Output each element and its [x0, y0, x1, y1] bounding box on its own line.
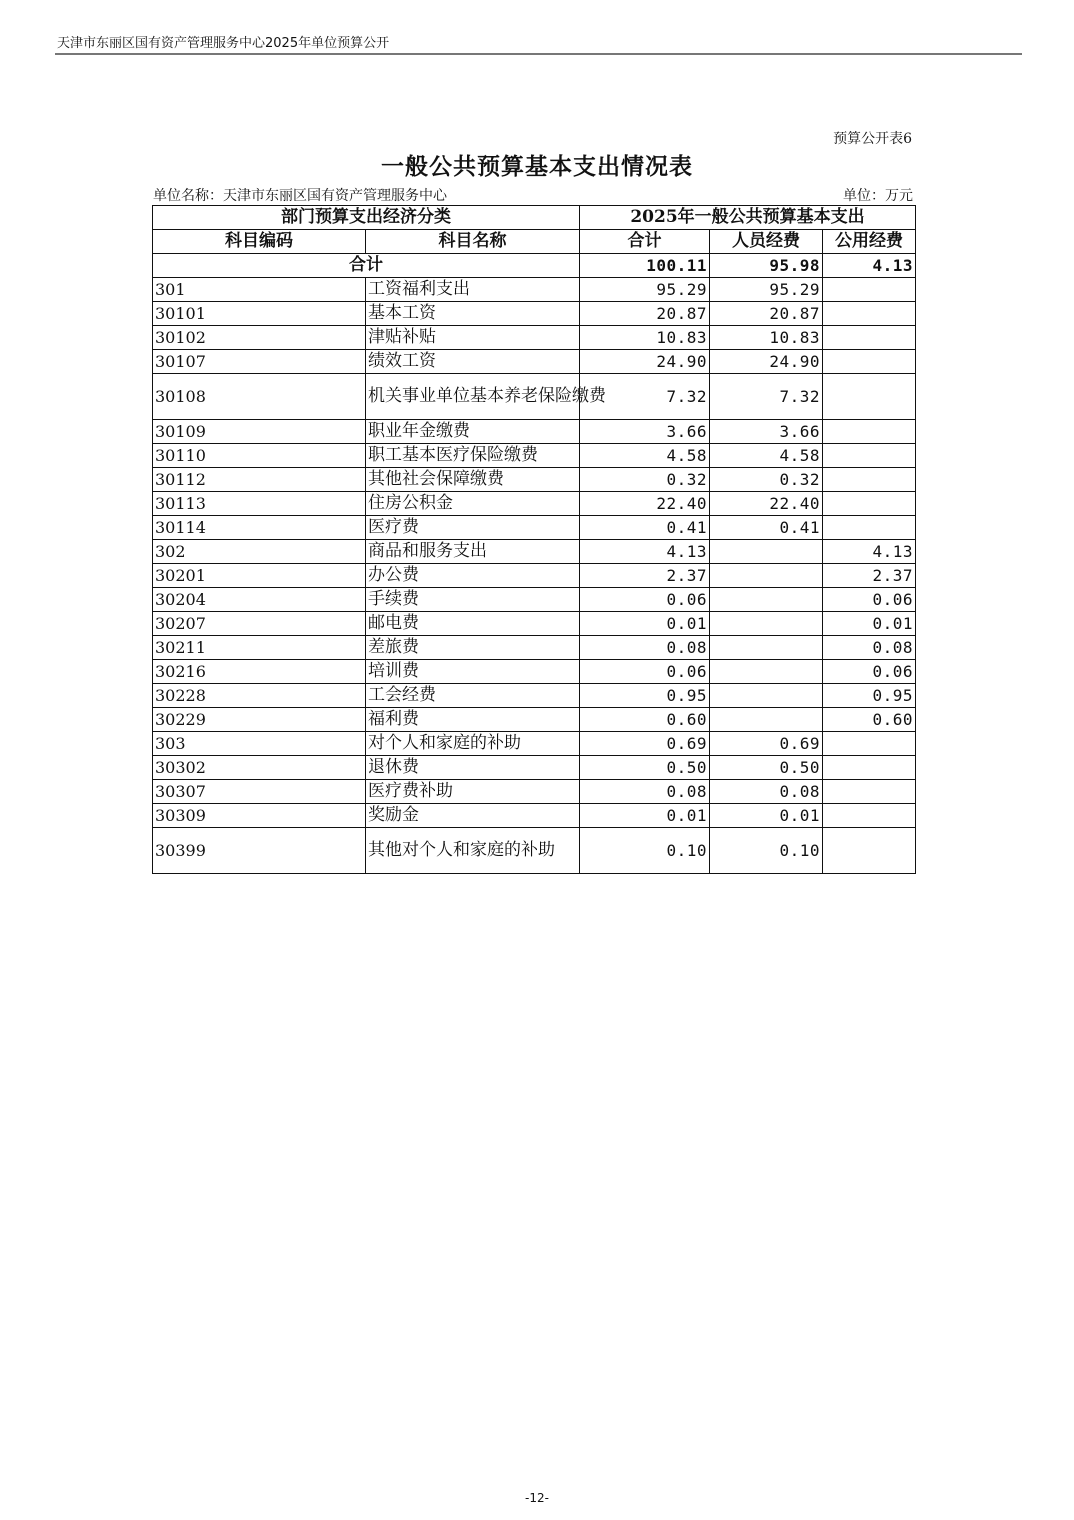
row-name: 福利费	[366, 708, 580, 732]
row-total: 24.90	[580, 350, 710, 374]
row-name: 基本工资	[366, 302, 580, 326]
row-name: 工会经费	[366, 684, 580, 708]
row-total: 0.01	[580, 804, 710, 828]
header-divider	[55, 53, 1022, 55]
running-header: 天津市东丽区国有资产管理服务中心2025年单位预算公开	[57, 36, 390, 51]
row-personnel	[710, 540, 823, 564]
row-public: 0.95	[823, 684, 916, 708]
row-total: 0.50	[580, 756, 710, 780]
row-personnel: 3.66	[710, 420, 823, 444]
row-name: 津贴补贴	[366, 326, 580, 350]
row-personnel: 0.08	[710, 780, 823, 804]
row-code: 30211	[153, 636, 366, 660]
row-code: 30110	[153, 444, 366, 468]
table-number: 预算公开表6	[833, 131, 912, 147]
row-public: 2.37	[823, 564, 916, 588]
row-code: 30307	[153, 780, 366, 804]
row-code: 30228	[153, 684, 366, 708]
col-header-total: 合计	[580, 230, 710, 254]
table-row	[153, 636, 916, 660]
col-header-public: 公用经费	[823, 230, 916, 254]
budget-table	[152, 205, 916, 874]
row-public	[823, 492, 916, 516]
row-name: 其他对个人和家庭的补助	[366, 828, 580, 874]
table-row	[153, 444, 916, 468]
row-name: 职工基本医疗保险缴费	[366, 444, 580, 468]
row-personnel: 24.90	[710, 350, 823, 374]
table-row	[153, 468, 916, 492]
row-name: 差旅费	[366, 636, 580, 660]
row-personnel	[710, 612, 823, 636]
table-row	[153, 540, 916, 564]
row-code: 30107	[153, 350, 366, 374]
table-row	[153, 374, 916, 420]
row-code: 30399	[153, 828, 366, 874]
row-personnel	[710, 708, 823, 732]
row-personnel: 22.40	[710, 492, 823, 516]
row-public	[823, 302, 916, 326]
row-total: 0.32	[580, 468, 710, 492]
table-row	[153, 326, 916, 350]
row-personnel	[710, 636, 823, 660]
table-row	[153, 828, 916, 874]
row-name: 商品和服务支出	[366, 540, 580, 564]
meta-row	[153, 185, 913, 205]
row-code: 30302	[153, 756, 366, 780]
total-personnel: 95.98	[710, 254, 823, 278]
group-header-right: 2025年一般公共预算基本支出	[580, 206, 916, 230]
row-personnel: 0.41	[710, 516, 823, 540]
row-total: 0.06	[580, 588, 710, 612]
row-name: 奖励金	[366, 804, 580, 828]
row-name: 邮电费	[366, 612, 580, 636]
table-row	[153, 732, 916, 756]
row-total: 20.87	[580, 302, 710, 326]
row-name: 机关事业单位基本养老保险缴费	[366, 374, 580, 420]
row-name: 职业年金缴费	[366, 420, 580, 444]
row-total: 0.60	[580, 708, 710, 732]
row-public	[823, 732, 916, 756]
row-personnel	[710, 684, 823, 708]
row-public	[823, 804, 916, 828]
table-row	[153, 780, 916, 804]
row-public	[823, 350, 916, 374]
row-personnel: 4.58	[710, 444, 823, 468]
row-personnel: 0.69	[710, 732, 823, 756]
unit-name: 单位名称：天津市东丽区国有资产管理服务中心	[153, 188, 447, 204]
table-row	[153, 350, 916, 374]
row-code: 30109	[153, 420, 366, 444]
row-personnel: 20.87	[710, 302, 823, 326]
row-public	[823, 468, 916, 492]
row-name: 手续费	[366, 588, 580, 612]
row-personnel: 0.01	[710, 804, 823, 828]
row-total: 0.10	[580, 828, 710, 874]
page-title: 一般公共预算基本支出情况表	[381, 153, 693, 180]
row-code: 30114	[153, 516, 366, 540]
row-name: 住房公积金	[366, 492, 580, 516]
row-public	[823, 374, 916, 420]
total-public: 4.13	[823, 254, 916, 278]
row-public	[823, 326, 916, 350]
row-name: 绩效工资	[366, 350, 580, 374]
row-personnel: 7.32	[710, 374, 823, 420]
row-code: 30113	[153, 492, 366, 516]
row-total: 4.13	[580, 540, 710, 564]
row-code: 302	[153, 540, 366, 564]
row-total: 0.08	[580, 780, 710, 804]
col-header-code: 科目编码	[153, 230, 366, 254]
table-row	[153, 708, 916, 732]
row-public	[823, 444, 916, 468]
row-personnel: 95.29	[710, 278, 823, 302]
row-public	[823, 828, 916, 874]
page-number: -12-	[525, 1491, 549, 1505]
table-row	[153, 492, 916, 516]
table-row	[153, 516, 916, 540]
table-row	[153, 588, 916, 612]
table-row	[153, 420, 916, 444]
row-personnel: 0.10	[710, 828, 823, 874]
row-personnel: 0.50	[710, 756, 823, 780]
row-personnel	[710, 660, 823, 684]
row-total: 3.66	[580, 420, 710, 444]
row-personnel	[710, 588, 823, 612]
row-personnel: 10.83	[710, 326, 823, 350]
table-row	[153, 684, 916, 708]
unit-label: 单位：万元	[843, 188, 913, 204]
row-code: 301	[153, 278, 366, 302]
row-code: 30229	[153, 708, 366, 732]
total-row	[153, 254, 916, 278]
table-row	[153, 278, 916, 302]
row-total: 7.32	[580, 374, 710, 420]
col-header-personnel: 人员经费	[710, 230, 823, 254]
row-personnel: 0.32	[710, 468, 823, 492]
row-public	[823, 420, 916, 444]
row-name: 医疗费	[366, 516, 580, 540]
row-total: 0.08	[580, 636, 710, 660]
row-total: 2.37	[580, 564, 710, 588]
row-code: 30309	[153, 804, 366, 828]
row-public: 0.06	[823, 588, 916, 612]
row-code: 30108	[153, 374, 366, 420]
total-amount: 100.11	[580, 254, 710, 278]
row-name: 办公费	[366, 564, 580, 588]
table-row	[153, 302, 916, 326]
row-name: 其他社会保障缴费	[366, 468, 580, 492]
row-code: 30112	[153, 468, 366, 492]
row-public	[823, 278, 916, 302]
col-header-name: 科目名称	[366, 230, 580, 254]
table-row	[153, 612, 916, 636]
row-public: 0.60	[823, 708, 916, 732]
row-code: 30204	[153, 588, 366, 612]
table-row	[153, 564, 916, 588]
row-personnel	[710, 564, 823, 588]
row-total: 0.01	[580, 612, 710, 636]
table-row	[153, 756, 916, 780]
row-public: 0.06	[823, 660, 916, 684]
group-header-left: 部门预算支出经济分类	[153, 206, 580, 230]
column-header-row	[153, 230, 916, 254]
row-public: 4.13	[823, 540, 916, 564]
row-name: 退休费	[366, 756, 580, 780]
row-total: 95.29	[580, 278, 710, 302]
row-public	[823, 756, 916, 780]
row-name: 对个人和家庭的补助	[366, 732, 580, 756]
row-public	[823, 780, 916, 804]
row-total: 0.69	[580, 732, 710, 756]
row-public	[823, 516, 916, 540]
row-code: 30102	[153, 326, 366, 350]
row-code: 30207	[153, 612, 366, 636]
table-row	[153, 660, 916, 684]
row-total: 22.40	[580, 492, 710, 516]
group-header-row	[153, 206, 916, 230]
row-total: 0.95	[580, 684, 710, 708]
row-public: 0.01	[823, 612, 916, 636]
row-name: 培训费	[366, 660, 580, 684]
row-total: 0.06	[580, 660, 710, 684]
row-name: 工资福利支出	[366, 278, 580, 302]
row-name: 医疗费补助	[366, 780, 580, 804]
row-public: 0.08	[823, 636, 916, 660]
row-total: 10.83	[580, 326, 710, 350]
table-row	[153, 804, 916, 828]
row-code: 303	[153, 732, 366, 756]
total-label: 合计	[153, 254, 580, 278]
row-code: 30101	[153, 302, 366, 326]
row-code: 30216	[153, 660, 366, 684]
row-total: 0.41	[580, 516, 710, 540]
row-code: 30201	[153, 564, 366, 588]
row-total: 4.58	[580, 444, 710, 468]
